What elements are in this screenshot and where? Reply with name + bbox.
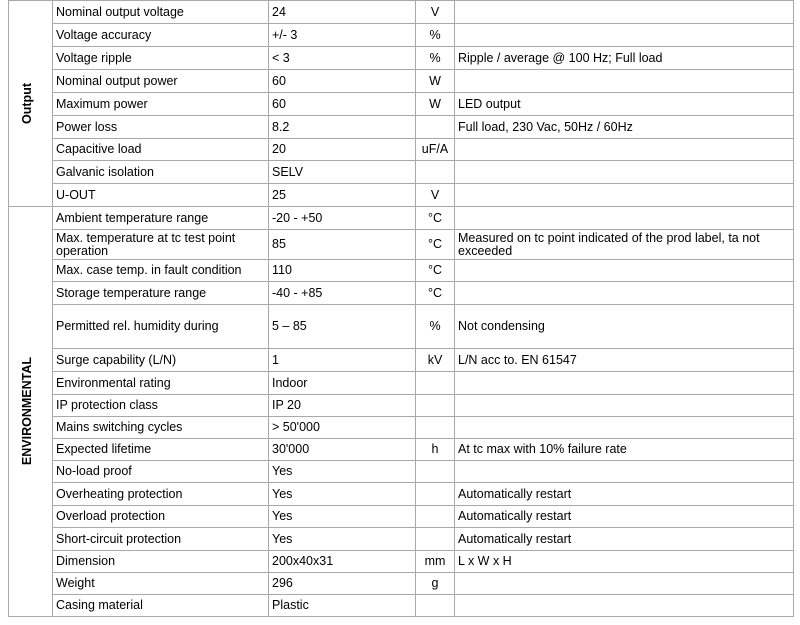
table-row xyxy=(9,483,794,506)
table-row xyxy=(9,161,794,184)
unit-cell: kV xyxy=(416,349,455,372)
section-label-cell xyxy=(9,1,53,207)
table-row xyxy=(9,417,794,439)
table-row xyxy=(9,395,794,417)
unit-cell: mm xyxy=(416,551,455,573)
unit-cell xyxy=(416,528,455,551)
value-cell: < 3 xyxy=(269,47,416,70)
table-row xyxy=(9,439,794,461)
table-row xyxy=(9,595,794,617)
section-label: Output xyxy=(19,83,34,124)
table-row xyxy=(9,551,794,573)
table-row xyxy=(9,116,794,139)
unit-cell xyxy=(416,116,455,139)
value-cell: -40 - +85 xyxy=(269,282,416,305)
parameter-cell: Overload protection xyxy=(53,506,269,528)
value-cell: IP 20 xyxy=(269,395,416,417)
remark-cell: Measured on tc point indicated of the prod label, ta not exceeded xyxy=(455,230,794,260)
remark-cell: Automatically restart xyxy=(455,483,794,506)
remark-cell: Ripple / average @ 100 Hz; Full load xyxy=(455,47,794,70)
table-row xyxy=(9,230,794,260)
spec-table xyxy=(8,0,794,617)
parameter-cell: Dimension xyxy=(53,551,269,573)
parameter-cell: Max. case temp. in fault condition xyxy=(53,260,269,282)
remark-cell: At tc max with 10% failure rate xyxy=(455,439,794,461)
unit-cell: °C xyxy=(416,207,455,230)
remark-cell: Not condensing xyxy=(455,305,794,349)
unit-cell xyxy=(416,372,455,395)
remark-cell xyxy=(455,1,794,24)
table-row xyxy=(9,528,794,551)
parameter-cell: U-OUT xyxy=(53,184,269,207)
value-cell: 296 xyxy=(269,573,416,595)
unit-cell: °C xyxy=(416,230,455,260)
unit-cell xyxy=(416,506,455,528)
value-cell: 8.2 xyxy=(269,116,416,139)
table-row xyxy=(9,282,794,305)
unit-cell: % xyxy=(416,305,455,349)
remark-cell xyxy=(455,161,794,184)
value-cell: Yes xyxy=(269,461,416,483)
value-cell: +/- 3 xyxy=(269,24,416,47)
unit-cell xyxy=(416,161,455,184)
unit-cell: °C xyxy=(416,282,455,305)
value-cell: 60 xyxy=(269,70,416,93)
unit-cell: V xyxy=(416,1,455,24)
value-cell: 1 xyxy=(269,349,416,372)
remark-cell xyxy=(455,70,794,93)
remark-cell xyxy=(455,260,794,282)
parameter-cell: Ambient temperature range xyxy=(53,207,269,230)
value-cell: > 50'000 xyxy=(269,417,416,439)
unit-cell xyxy=(416,595,455,617)
parameter-cell: Mains switching cycles xyxy=(53,417,269,439)
value-cell: 20 xyxy=(269,139,416,161)
table-row xyxy=(9,70,794,93)
parameter-cell: Overheating protection xyxy=(53,483,269,506)
value-cell: Indoor xyxy=(269,372,416,395)
table-row xyxy=(9,207,794,230)
remark-cell xyxy=(455,139,794,161)
table-row xyxy=(9,305,794,349)
unit-cell: uF/A xyxy=(416,139,455,161)
unit-cell: % xyxy=(416,47,455,70)
table-row xyxy=(9,573,794,595)
section-label: ENVIRONMENTAL xyxy=(19,357,34,466)
table-row xyxy=(9,184,794,207)
table-row xyxy=(9,139,794,161)
remark-cell xyxy=(455,461,794,483)
value-cell: -20 - +50 xyxy=(269,207,416,230)
value-cell: 30'000 xyxy=(269,439,416,461)
unit-cell xyxy=(416,461,455,483)
parameter-cell: Storage temperature range xyxy=(53,282,269,305)
parameter-cell: Capacitive load xyxy=(53,139,269,161)
unit-cell: V xyxy=(416,184,455,207)
unit-cell xyxy=(416,395,455,417)
table-row xyxy=(9,260,794,282)
parameter-cell: Voltage ripple xyxy=(53,47,269,70)
unit-cell xyxy=(416,417,455,439)
remark-cell: Automatically restart xyxy=(455,506,794,528)
remark-cell xyxy=(455,282,794,305)
parameter-cell: Short-circuit protection xyxy=(53,528,269,551)
table-row xyxy=(9,1,794,24)
remark-cell xyxy=(455,24,794,47)
table-row xyxy=(9,506,794,528)
table-row xyxy=(9,24,794,47)
remark-cell: L x W x H xyxy=(455,551,794,573)
value-cell: Plastic xyxy=(269,595,416,617)
value-cell: Yes xyxy=(269,483,416,506)
value-cell: Yes xyxy=(269,506,416,528)
table-row xyxy=(9,372,794,395)
remark-cell xyxy=(455,395,794,417)
remark-cell xyxy=(455,595,794,617)
parameter-cell: Galvanic isolation xyxy=(53,161,269,184)
value-cell: 85 xyxy=(269,230,416,260)
parameter-cell: Environmental rating xyxy=(53,372,269,395)
unit-cell: % xyxy=(416,24,455,47)
parameter-cell: Surge capability (L/N) xyxy=(53,349,269,372)
table-row xyxy=(9,47,794,70)
table-row xyxy=(9,349,794,372)
parameter-cell: Casing material xyxy=(53,595,269,617)
spec-table-body xyxy=(9,1,794,617)
parameter-cell: Nominal output voltage xyxy=(53,1,269,24)
parameter-cell: Permitted rel. humidity during xyxy=(53,305,269,349)
value-cell: 200x40x31 xyxy=(269,551,416,573)
table-row xyxy=(9,461,794,483)
value-cell: Yes xyxy=(269,528,416,551)
parameter-cell: Voltage accuracy xyxy=(53,24,269,47)
remark-cell: LED output xyxy=(455,93,794,116)
remark-cell: L/N acc to. EN 61547 xyxy=(455,349,794,372)
remark-cell xyxy=(455,417,794,439)
remark-cell xyxy=(455,573,794,595)
unit-cell: W xyxy=(416,93,455,116)
unit-cell: W xyxy=(416,70,455,93)
remark-cell: Automatically restart xyxy=(455,528,794,551)
section-label-cell xyxy=(9,207,53,617)
unit-cell: g xyxy=(416,573,455,595)
value-cell: SELV xyxy=(269,161,416,184)
table-row xyxy=(9,93,794,116)
parameter-cell: Weight xyxy=(53,573,269,595)
remark-cell xyxy=(455,207,794,230)
parameter-cell: IP protection class xyxy=(53,395,269,417)
value-cell: 24 xyxy=(269,1,416,24)
unit-cell: °C xyxy=(416,260,455,282)
parameter-cell: No-load proof xyxy=(53,461,269,483)
parameter-cell: Expected lifetime xyxy=(53,439,269,461)
parameter-cell: Power loss xyxy=(53,116,269,139)
remark-cell xyxy=(455,184,794,207)
remark-cell: Full load, 230 Vac, 50Hz / 60Hz xyxy=(455,116,794,139)
value-cell: 25 xyxy=(269,184,416,207)
value-cell: 110 xyxy=(269,260,416,282)
remark-cell xyxy=(455,372,794,395)
unit-cell: h xyxy=(416,439,455,461)
parameter-cell: Max. temperature at tc test point operation xyxy=(53,230,269,260)
parameter-cell: Maximum power xyxy=(53,93,269,116)
value-cell: 60 xyxy=(269,93,416,116)
unit-cell xyxy=(416,483,455,506)
parameter-cell: Nominal output power xyxy=(53,70,269,93)
value-cell: 5 – 85 xyxy=(269,305,416,349)
